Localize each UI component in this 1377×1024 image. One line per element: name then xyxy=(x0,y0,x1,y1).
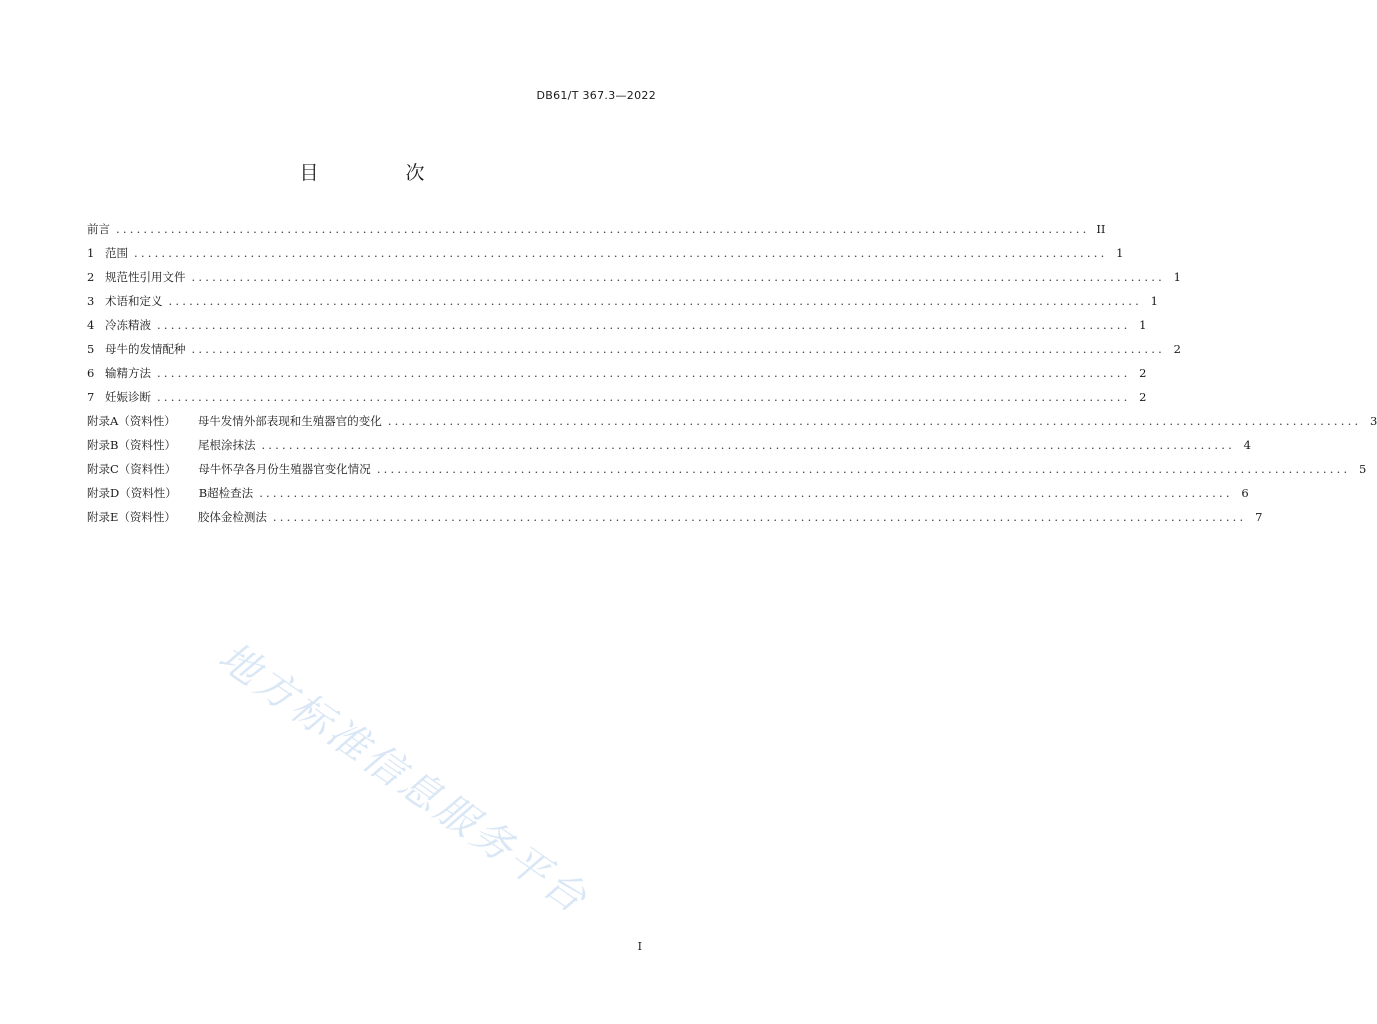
toc-entry-page: 2 xyxy=(1139,366,1147,380)
toc-entry-appendix-prefix: 附录E（资料性） xyxy=(87,510,176,524)
toc-entry[interactable] xyxy=(87,265,1181,289)
toc-entry[interactable] xyxy=(87,361,1147,385)
toc-entry-page: 1 xyxy=(1116,246,1124,260)
toc-entry-page: 1 xyxy=(1139,318,1147,332)
toc-entry-dot-leader: .............................................................................................................................................. xyxy=(157,390,1131,404)
toc-title: 目 次 xyxy=(299,162,459,184)
toc-entry[interactable] xyxy=(87,385,1147,409)
toc-entry[interactable] xyxy=(87,505,1263,529)
document-code: DB61/T 367.3—2022 xyxy=(536,89,656,102)
toc-entry-label: 母牛怀孕各月份生殖器官变化情况 xyxy=(198,462,371,476)
toc-entry-label: 范围 xyxy=(105,246,128,260)
toc-entry-page: II xyxy=(1096,222,1106,236)
toc-entry-page: 2 xyxy=(1173,342,1181,356)
toc-entry[interactable] xyxy=(87,217,1106,241)
toc-entry[interactable] xyxy=(87,289,1158,313)
toc-entry-dot-leader: .............................................................................................................................................. xyxy=(116,222,1090,236)
toc-entry-appendix-prefix: 附录B（资料性） xyxy=(87,438,176,452)
toc-entry-page: 3 xyxy=(1369,414,1377,428)
toc-entry-number: 3 xyxy=(87,294,95,308)
toc-entry-appendix-prefix: 附录D（资料性） xyxy=(87,486,177,500)
toc-entry-page: 1 xyxy=(1173,270,1181,284)
toc-entry-dot-leader: .............................................................................................................................................. xyxy=(261,438,1235,452)
toc-entry-dot-leader: .............................................................................................................................................. xyxy=(272,510,1247,524)
toc-entry[interactable] xyxy=(87,337,1181,361)
page-number: I xyxy=(637,940,642,953)
toc-entry-dot-leader: .............................................................................................................................................. xyxy=(191,270,1165,284)
toc-entry-page: 6 xyxy=(1241,486,1249,500)
toc-entry-label: 母牛的发情配种 xyxy=(105,342,186,356)
toc-entry-label: 输精方法 xyxy=(105,366,151,380)
toc-entry-page: 7 xyxy=(1255,510,1263,524)
toc-entry-dot-leader: .............................................................................................................................................. xyxy=(157,366,1131,380)
toc-entry[interactable] xyxy=(87,457,1367,481)
toc-entry[interactable] xyxy=(87,409,1377,433)
toc-entry-dot-leader: .............................................................................................................................................. xyxy=(157,318,1131,332)
toc-entry-label: 冷冻精液 xyxy=(105,318,151,332)
toc-entry-label: 前言 xyxy=(87,222,110,236)
toc-entry-number: 5 xyxy=(87,342,95,356)
toc-entry-dot-leader: .............................................................................................................................................. xyxy=(387,414,1362,428)
toc-entry-dot-leader: .............................................................................................................................................. xyxy=(191,342,1165,356)
toc-entry-label: B超检查法 xyxy=(198,486,254,500)
toc-entry[interactable] xyxy=(87,241,1124,265)
toc-entry-appendix-prefix: 附录C（资料性） xyxy=(87,462,177,476)
toc-entry-label: 尾根涂抹法 xyxy=(197,438,256,452)
toc-entry-dot-leader: .............................................................................................................................................. xyxy=(134,246,1108,260)
toc-entry-number: 2 xyxy=(87,270,95,284)
table-of-contents xyxy=(87,217,1377,529)
toc-entry-label: 规范性引用文件 xyxy=(105,270,186,284)
toc-entry-number: 4 xyxy=(87,318,95,332)
toc-entry-page: 1 xyxy=(1150,294,1158,308)
toc-entry-page: 5 xyxy=(1358,462,1367,476)
toc-entry-number: 1 xyxy=(87,246,95,260)
toc-entry-label: 母牛发情外部表现和生殖器官的变化 xyxy=(197,414,382,428)
toc-entry-dot-leader: .............................................................................................................................................. xyxy=(168,294,1142,308)
toc-entry-number: 7 xyxy=(87,390,95,404)
toc-entry-label: 妊娠诊断 xyxy=(105,390,151,404)
toc-entry-page: 2 xyxy=(1139,390,1147,404)
toc-entry-number: 6 xyxy=(87,366,95,380)
toc-entry-dot-leader: .............................................................................................................................................. xyxy=(376,462,1351,476)
watermark-text: 地方标准信息服务平台 xyxy=(210,633,597,924)
toc-entry-appendix-prefix: 附录A（资料性） xyxy=(87,414,176,428)
toc-entry[interactable] xyxy=(87,433,1251,457)
toc-entry-label: 术语和定义 xyxy=(105,294,163,308)
toc-entry[interactable] xyxy=(87,313,1147,337)
toc-entry-dot-leader: .............................................................................................................................................. xyxy=(259,486,1233,500)
toc-entry-label: 胶体金检测法 xyxy=(197,510,267,524)
toc-entry[interactable] xyxy=(87,481,1249,505)
toc-entry-page: 4 xyxy=(1243,438,1251,452)
